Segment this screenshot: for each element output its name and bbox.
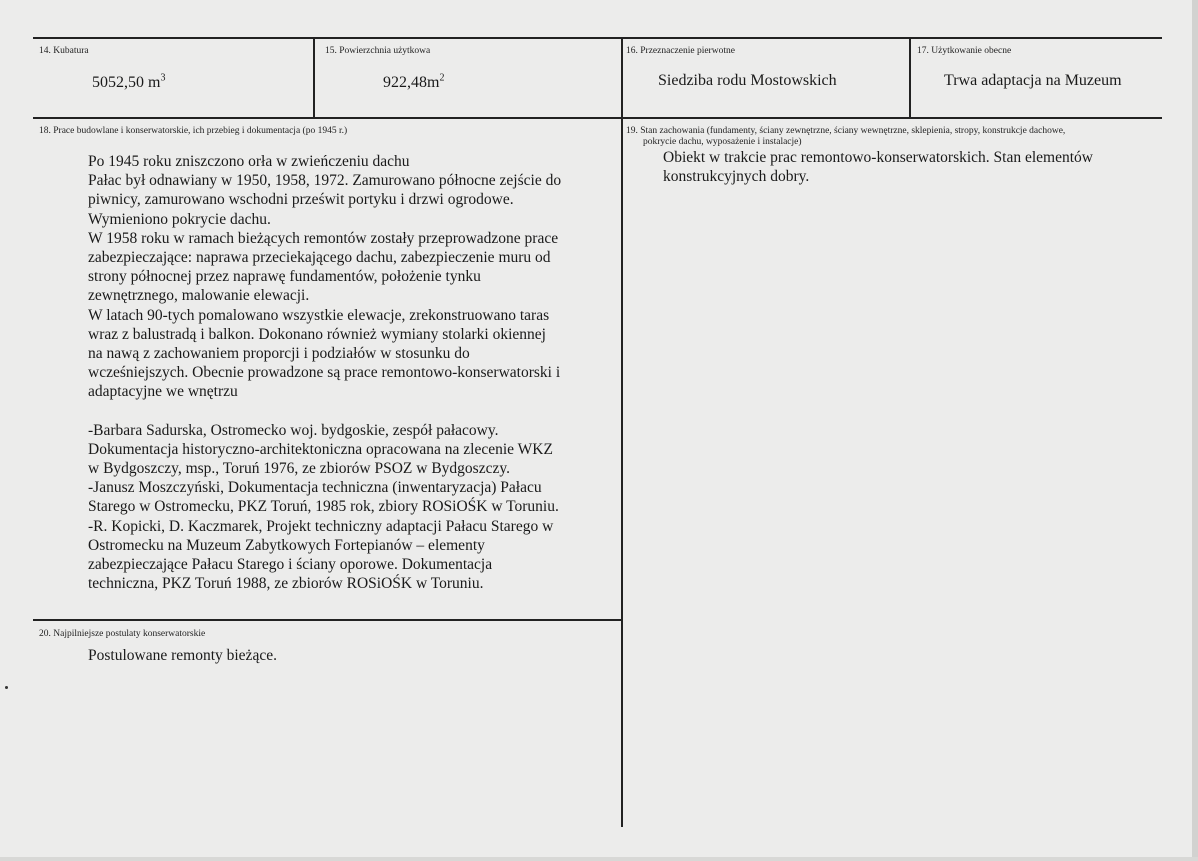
- section-20-top-rule: [33, 619, 623, 621]
- field-20-value: Postulowane remonty bieżące.: [88, 647, 277, 664]
- prace-line: zewnętrznego, malowanie elewacji.: [88, 287, 310, 305]
- prace-line: strony północnej przez naprawę fundamentów, położenie tynku: [88, 268, 481, 286]
- field-19-label-line: 19. Stan zachowania (fundamenty, ściany zewnętrzne, ściany wewnętrzne, sklepienia, stropy, konstrukcje dachowe,: [626, 126, 1066, 136]
- source-line: -Janusz Moszczyński, Dokumentacja techniczna (inwentaryzacja) Pałacu: [88, 479, 542, 497]
- prace-line: W latach 90-tych pomalowano wszystkie elewacje, zrekonstruowano taras: [88, 306, 550, 324]
- source-line: -R. Kopicki, D. Kaczmarek, Projekt techniczny adaptacji Pałacu Starego w: [88, 517, 554, 535]
- header-row-rule: [33, 117, 1162, 119]
- prace-line: wraz z balustradą i balkon. Dokonano również wymiany stolarki okiennej: [88, 325, 546, 343]
- prace-line: W 1958 roku w ramach bieżących remontów zostały przeprowadzone prace: [88, 229, 559, 247]
- field-15-value: [383, 74, 444, 92]
- prace-line: piwnicy, zamurowano wschodni prześwit portyku i drzwi ogrodowe.: [88, 191, 514, 209]
- kubatura-value: 5052,50 m: [92, 74, 161, 91]
- prace-line: Wymieniono pokrycie dachu.: [88, 210, 271, 228]
- source-line: w Bydgoszczy, msp., Toruń 1976, ze zbiorów PSOZ w Bydgoszczy.: [88, 460, 510, 478]
- powierzchnia-value: 922,48m: [383, 74, 440, 91]
- field-16-value: Siedziba rodu Mostowskich: [658, 72, 837, 89]
- source-line: techniczna, PKZ Toruń 1988, ze zbiorów ROSiOŚK w Toruniu.: [88, 575, 484, 593]
- field-18-label: 18. Prace budowlane i konserwatorskie, ich przebieg i dokumentacja (po 1945 r.): [39, 126, 348, 136]
- kubatura-unit-exponent: 3: [160, 72, 166, 84]
- field-17-label: 17. Użytkowanie obecne: [917, 46, 1012, 56]
- source-line: Dokumentacja historyczno-architektoniczna opracowana na zlecenie WKZ: [88, 440, 553, 458]
- divider-14-15: [313, 37, 315, 119]
- prace-line: adaptacyjne we wnętrzu: [88, 383, 238, 401]
- field-19-label: [626, 126, 1065, 148]
- scan-speck: [5, 686, 8, 689]
- powierzchnia-unit-exponent: 2: [439, 72, 445, 84]
- source-line: Ostromecku na Muzeum Zabytkowych Fortepianów – elementy: [88, 536, 485, 554]
- divider-16-17: [909, 37, 911, 119]
- prace-line: na nawą z zachowaniem proporcji i podziałów w stosunku do: [88, 345, 470, 363]
- stan-line: Obiekt w trakcie prac remontowo-konserwatorskich. Stan elementów: [663, 149, 1093, 166]
- center-divider: [621, 37, 623, 827]
- stan-line: konstrukcyjnych dobry.: [663, 168, 810, 186]
- field-14-label: 14. Kubatura: [39, 46, 89, 56]
- sheet-edge-right: [1192, 0, 1198, 861]
- top-rule: [33, 37, 1162, 39]
- field-19-text: [663, 148, 1093, 186]
- field-20-label: 20. Najpilniejsze postulaty konserwatorskie: [39, 629, 206, 639]
- field-15-label: 15. Powierzchnia użytkowa: [325, 46, 431, 56]
- source-line: zabezpieczające Pałacu Starego i ściany oporowe. Dokumentacja: [88, 556, 493, 574]
- field-16-label: 16. Przeznaczenie pierwotne: [626, 46, 735, 56]
- sheet-edge-bottom: [0, 857, 1198, 861]
- field-17-value: Trwa adaptacja na Muzeum: [944, 72, 1122, 89]
- field-19-label-line: pokrycie dachu, wyposażenie i instalacje): [643, 137, 802, 147]
- prace-line: zabezpieczające: naprawa przeciekającego dachu, zabezpieczenie muru od: [88, 249, 551, 267]
- field-18-text: [88, 152, 561, 593]
- field-14-value: [92, 74, 165, 92]
- prace-line: wcześniejszych. Obecnie prowadzone są prace remontowo-konserwatorski i: [88, 364, 561, 382]
- source-line: -Barbara Sadurska, Ostromecko woj. bydgoskie, zespół pałacowy.: [88, 421, 499, 439]
- source-line: Starego w Ostromecku, PKZ Toruń, 1985 rok, zbiory ROSiOŚK w Toruniu.: [88, 498, 559, 516]
- prace-line: Pałac był odnawiany w 1950, 1958, 1972. Zamurowano północne zejście do: [88, 172, 562, 190]
- paragraph-gap: [88, 402, 561, 421]
- prace-line: Po 1945 roku zniszczono orła w zwieńczeniu dachu: [88, 153, 410, 170]
